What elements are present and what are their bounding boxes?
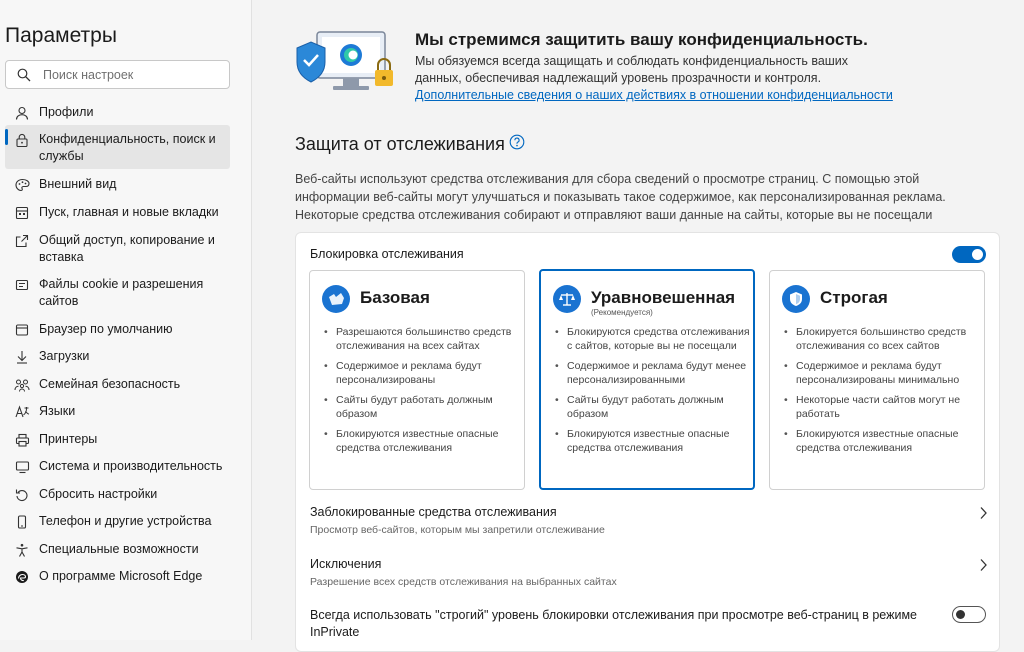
edge-icon (13, 568, 31, 586)
strict-shield-icon (782, 285, 810, 313)
option-title: Строгая (820, 288, 888, 307)
cookie-icon (13, 276, 31, 294)
search-input[interactable] (5, 60, 230, 89)
exceptions-row[interactable] (310, 556, 990, 588)
help-icon[interactable] (509, 134, 525, 150)
sidebar-item-label: Браузер по умолчанию (39, 322, 173, 336)
option-bullet: • Сайты будут работать должным образом (324, 393, 520, 421)
download-icon (13, 348, 31, 366)
language-icon (13, 403, 31, 421)
sidebar-item-label: Семейная безопасность (39, 377, 181, 391)
sidebar-item-phone[interactable] (5, 513, 230, 531)
sidebar-item-label: Конфиденциальность, поиск и службы (39, 132, 216, 163)
hero-title: Мы стремимся защитить вашу конфиденциальность. (415, 30, 868, 49)
option-title: Базовая (360, 288, 430, 307)
option-strict[interactable] (769, 270, 985, 490)
browser-icon (13, 321, 31, 339)
phone-icon (13, 513, 31, 531)
balance-scale-icon (553, 285, 581, 313)
option-bullet: • Блокируются известные опасные средства отслеживания (555, 427, 751, 455)
option-bullet: • Блокируются известные опасные средства отслеживания (784, 427, 980, 455)
sidebar (0, 0, 252, 640)
block-tracking-toggle[interactable] (952, 246, 986, 263)
inprivate-row (310, 607, 930, 641)
option-subtitle: (Рекомендуется) (591, 308, 653, 317)
main-content (253, 0, 1024, 640)
sidebar-item-label: О программе Microsoft Edge (39, 569, 203, 583)
sidebar-item-cookies[interactable] (5, 276, 230, 312)
blocked-trackers-row[interactable] (310, 504, 990, 536)
sidebar-item-about[interactable] (5, 568, 230, 586)
lock-icon (13, 131, 31, 149)
reset-icon (13, 486, 31, 504)
tracking-card (295, 232, 1000, 652)
option-bullet: • Сайты будут работать должным образом (555, 393, 751, 421)
profile-icon (13, 104, 31, 122)
sidebar-item-appearance[interactable] (5, 176, 230, 194)
sidebar-item-share[interactable] (5, 232, 230, 268)
blocked-trackers-title: Заблокированные средства отслеживания (310, 505, 557, 519)
search-icon (17, 68, 31, 82)
sidebar-item-printers[interactable] (5, 431, 230, 449)
sidebar-item-label: Загрузки (39, 349, 90, 363)
option-balanced[interactable] (539, 269, 755, 490)
option-bullet: • Некоторые части сайтов могут не работать (784, 393, 980, 421)
privacy-illustration (295, 28, 401, 98)
option-bullets (324, 325, 520, 461)
inprivate-title: Всегда использовать "строгий" уровень блокировки отслеживания при просмотре веб-страниц в режиме InPrivate (310, 608, 917, 639)
newtab-icon (13, 204, 31, 222)
search-placeholder: Поиск настроек (43, 68, 134, 82)
sidebar-item-privacy[interactable] (5, 125, 230, 169)
chevron-right-icon (978, 558, 988, 572)
option-bullet: • Блокируются средства отслеживания с сайтов, которые вы не посещали (555, 325, 751, 353)
sidebar-item-start[interactable] (5, 204, 230, 222)
sidebar-item-label: Сбросить настройки (39, 487, 158, 501)
exceptions-subtitle: Разрешение всех средств отслеживания на выбранных сайтах (310, 576, 617, 588)
sidebar-item-label: Внешний вид (39, 177, 117, 191)
option-bullet: • Содержимое и реклама будут персонализированы (324, 359, 520, 387)
sidebar-item-languages[interactable] (5, 403, 230, 421)
family-icon (13, 376, 31, 394)
basic-shield-icon (322, 285, 350, 313)
appearance-icon (13, 176, 31, 194)
option-bullet: • Содержимое и реклама будут менее персонализированными (555, 359, 751, 387)
sidebar-item-label: Система и производительность (39, 459, 223, 473)
option-basic[interactable] (309, 270, 525, 490)
blocked-trackers-subtitle: Просмотр веб-сайтов, которым мы запретили отслеживание (310, 524, 605, 536)
option-bullets (555, 325, 751, 461)
inprivate-toggle[interactable] (952, 606, 986, 623)
option-bullet: • Блокируется большинство средств отслеживания со всех сайтов (784, 325, 980, 353)
sidebar-item-label: Файлы cookie и разрешения сайтов (39, 277, 204, 308)
sidebar-item-accessibility[interactable] (5, 541, 230, 559)
option-bullet: • Блокируются известные опасные средства отслеживания (324, 427, 520, 455)
sidebar-item-label: Специальные возможности (39, 542, 199, 556)
sidebar-item-downloads[interactable] (5, 348, 230, 366)
sidebar-item-system[interactable] (5, 458, 230, 476)
tracking-section-title: Защита от отслеживания (295, 134, 505, 154)
sidebar-item-label: Общий доступ, копирование и вставка (39, 233, 215, 264)
block-tracking-label: Блокировка отслеживания (310, 247, 464, 261)
sidebar-item-label: Телефон и другие устройства (39, 514, 212, 528)
sidebar-item-family[interactable] (5, 376, 230, 394)
system-icon (13, 458, 31, 476)
option-bullet: • Содержимое и реклама будут персонализированы минимально (784, 359, 980, 387)
sidebar-item-reset[interactable] (5, 486, 230, 504)
share-icon (13, 232, 31, 250)
sidebar-item-default-browser[interactable] (5, 321, 230, 339)
privacy-link[interactable]: Дополнительные сведения о наших действиях в отношении конфиденциальности (415, 88, 893, 102)
sidebar-item-label: Профили (39, 105, 94, 119)
sidebar-item-label: Языки (39, 404, 76, 418)
sidebar-item-profiles[interactable] (5, 104, 230, 122)
sidebar-item-label: Принтеры (39, 432, 98, 446)
option-bullet: • Разрешаются большинство средств отслеживания на всех сайтах (324, 325, 520, 353)
exceptions-title: Исключения (310, 557, 382, 571)
printer-icon (13, 431, 31, 449)
tracking-description: Веб-сайты используют средства отслеживания для сбора сведений о просмотре страниц. С помощью этой информации веб-сайты могут улучшаться и показывать такое содержимое, как персонализированная реклама. Некоторые средства отслеживания собирают и отправляют ваши данные на сайты, которые вы не посещали (295, 172, 946, 222)
option-bullets (784, 325, 980, 461)
settings-title: Параметры (5, 24, 117, 47)
hero-description: Мы обязуемся всегда защищать и соблюдать конфиденциальность ваших данных, обеспечивая надлежащий уровень прозрачности и контроля. (415, 54, 849, 85)
sidebar-item-label: Пуск, главная и новые вкладки (39, 205, 219, 219)
option-title: Уравновешенная (591, 288, 736, 307)
active-indicator (5, 129, 8, 145)
chevron-right-icon (978, 506, 988, 520)
accessibility-icon (13, 541, 31, 559)
